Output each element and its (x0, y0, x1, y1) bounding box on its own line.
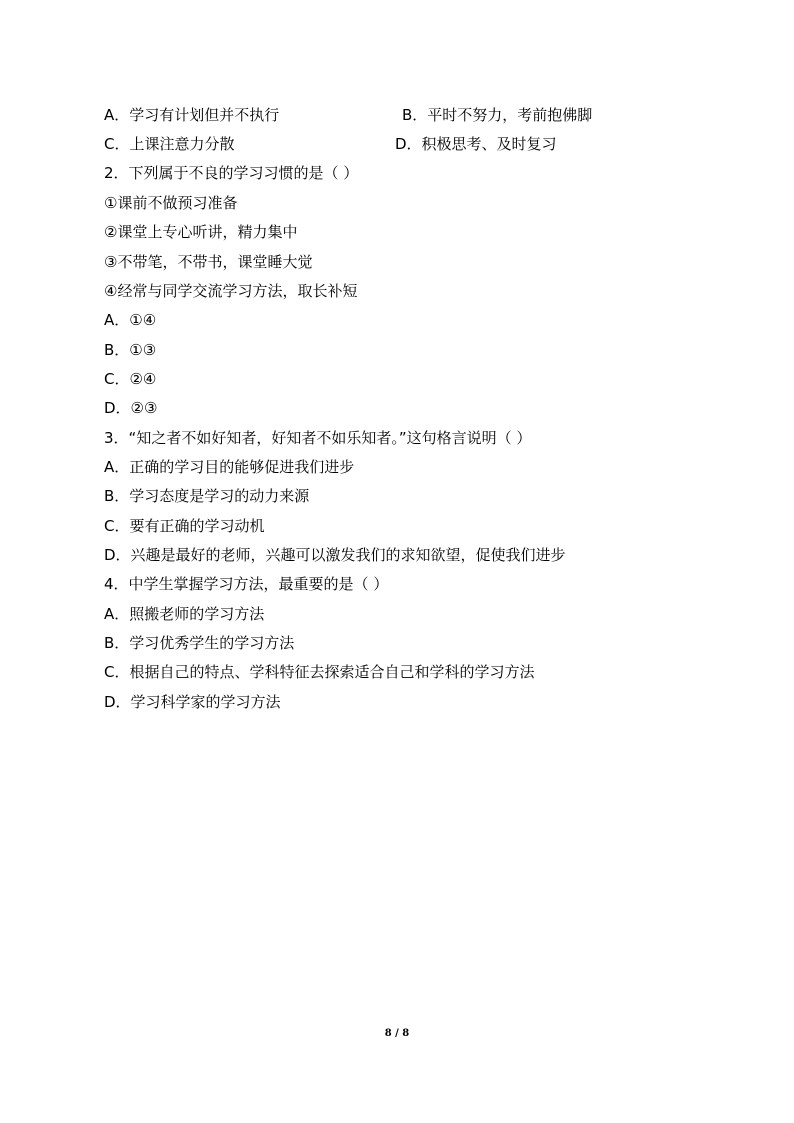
q2-item-4: ④经常与同学交流学习方法，取长补短 (104, 282, 358, 300)
q1-option-a: A．学习有计划但并不执行 (104, 106, 280, 124)
q3-stem: 3．“知之者不如好知者，好知者不如乐知者。”这句格言说明（ ） (104, 429, 532, 447)
q2-option-a: A．①④ (104, 311, 157, 329)
q2-option-c: C．②④ (104, 370, 157, 388)
q2-stem: 2．下列属于不良的学习习惯的是（ ） (104, 164, 359, 182)
q2-item-3: ③不带笔，不带书，课堂睡大觉 (104, 253, 313, 271)
q4-option-c: C．根据自己的特点、学科特征去探索适合自己和学科的学习方法 (104, 663, 535, 681)
q2-item-2: ②课堂上专心听讲，精力集中 (104, 223, 298, 241)
q4-option-d: D．学习科学家的学习方法 (104, 693, 281, 711)
q3-option-d: D．兴趣是最好的老师，兴趣可以激发我们的求知欲望，促使我们进步 (104, 546, 566, 564)
q2-item-1: ①课前不做预习准备 (104, 194, 238, 212)
q4-stem: 4．中学生掌握学习方法，最重要的是（ ） (104, 575, 389, 593)
q3-option-b: B．学习态度是学习的动力来源 (104, 487, 310, 505)
q1-option-c: C．上课注意力分散 (104, 135, 235, 153)
q4-option-a: A．照搬老师的学习方法 (104, 605, 265, 623)
q2-option-d: D．②③ (104, 399, 158, 417)
q3-option-c: C．要有正确的学习动机 (104, 517, 265, 535)
q1-option-d: D．积极思考、及时复习 (395, 135, 557, 153)
q2-option-b: B．①③ (104, 341, 157, 359)
q4-option-b: B．学习优秀学生的学习方法 (104, 634, 295, 652)
page-number: 8 / 8 (384, 1028, 410, 1039)
q3-option-a: A．正确的学习目的能够促进我们进步 (104, 458, 355, 476)
q1-option-b: B．平时不努力，考前抱佛脚 (402, 106, 593, 124)
